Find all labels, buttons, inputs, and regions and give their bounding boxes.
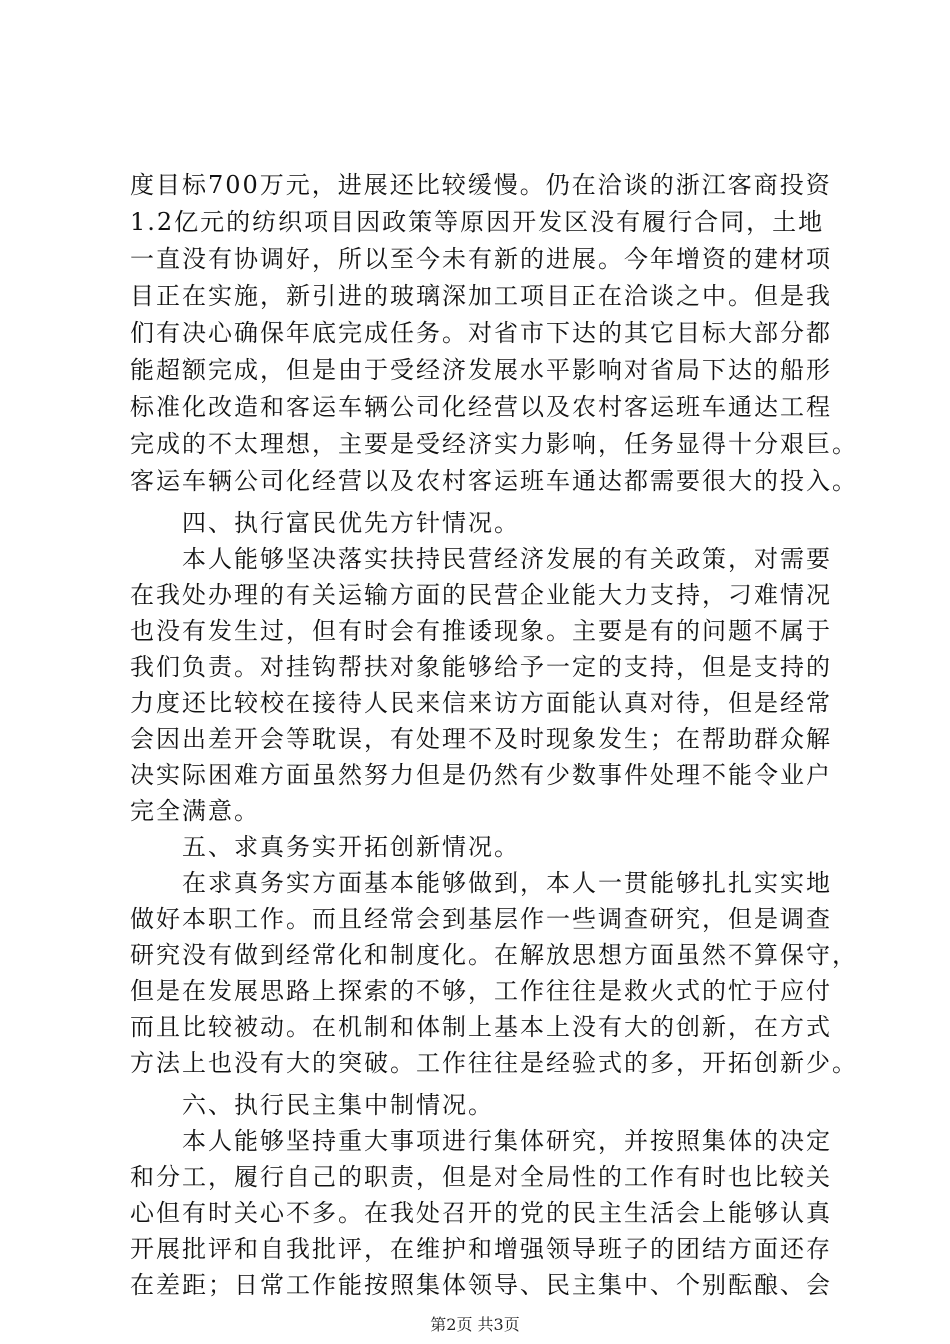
text-line: 客运车辆公司化经营以及农村客运班车通达都需要很大的投入。	[130, 467, 858, 495]
page-footer: 第2页 共3页	[430, 1315, 520, 1334]
text-line: 方法上也没有大的突破。工作往往是经验式的多，开拓创新少。	[130, 1049, 858, 1077]
text-line: 一直没有协调好，所以至今未有新的进展。今年增资的建材项	[130, 245, 832, 273]
text-line: 开展批评和自我批评，在维护和增强领导班子的团结方面还存	[130, 1235, 832, 1263]
text-line: 在求真务实方面基本能够做到，本人一贯能够扎扎实实地	[130, 869, 832, 897]
text-line: 我们负责。对挂钩帮扶对象能够给予一定的支持，但是支持的	[130, 653, 832, 681]
text-line: 度目标700万元，进展还比较缓慢。仍在洽谈的浙江客商投资	[130, 171, 832, 199]
text-line: 和分工，履行自己的职责，但是对全局性的工作有时也比较关	[130, 1163, 832, 1191]
text-line: 本人能够坚持重大事项进行集体研究，并按照集体的决定	[130, 1127, 832, 1155]
text-line: 力度还比较校在接待人民来信来访方面能认真对待，但是经常	[130, 689, 832, 717]
text-line: 在差距；日常工作能按照集体领导、民主集中、个别酝酿、会	[130, 1271, 832, 1299]
text-line: 标准化改造和客运车辆公司化经营以及农村客运班车通达工程	[130, 393, 832, 421]
section-heading-5: 五、求真务实开拓创新情况。	[130, 833, 520, 861]
section-heading-4: 四、执行富民优先方针情况。	[130, 509, 520, 537]
text-line: 做好本职工作。而且经常会到基层作一些调查研究，但是调查	[130, 905, 832, 933]
text-line: 们有决心确保年底完成任务。对省市下达的其它目标大部分都	[130, 319, 832, 347]
text-line: 能超额完成，但是由于受经济发展水平影响对省局下达的船形	[130, 356, 832, 384]
text-line: 完全满意。	[130, 797, 260, 825]
text-line: 而且比较被动。在机制和体制上基本上没有大的创新，在方式	[130, 1013, 832, 1041]
text-line: 心但有时关心不多。在我处召开的党的民主生活会上能够认真	[130, 1199, 832, 1227]
text-line: 完成的不太理想，主要是受经济实力影响，任务显得十分艰巨。	[130, 430, 858, 458]
text-line: 研究没有做到经常化和制度化。在解放思想方面虽然不算保守，	[130, 941, 858, 969]
text-line: 本人能够坚决落实扶持民营经济发展的有关政策，对需要	[130, 545, 832, 573]
text-line: 但是在发展思路上探索的不够，工作往往是救火式的忙于应付	[130, 977, 832, 1005]
text-line: 决实际困难方面虽然努力但是仍然有少数事件处理不能令业户	[130, 761, 832, 789]
section-heading-6: 六、执行民主集中制情况。	[130, 1091, 494, 1119]
text-line: 会因出差开会等耽误，有处理不及时现象发生；在帮助群众解	[130, 725, 832, 753]
text-line: 1.2亿元的纺织项目因政策等原因开发区没有履行合同，土地	[130, 208, 825, 236]
text-line: 也没有发生过，但有时会有推诿现象。主要是有的问题不属于	[130, 617, 832, 645]
text-line: 目正在实施，新引进的玻璃深加工项目正在洽谈之中。但是我	[130, 282, 832, 310]
text-line: 在我处办理的有关运输方面的民营企业能大力支持，刁难情况	[130, 581, 832, 609]
